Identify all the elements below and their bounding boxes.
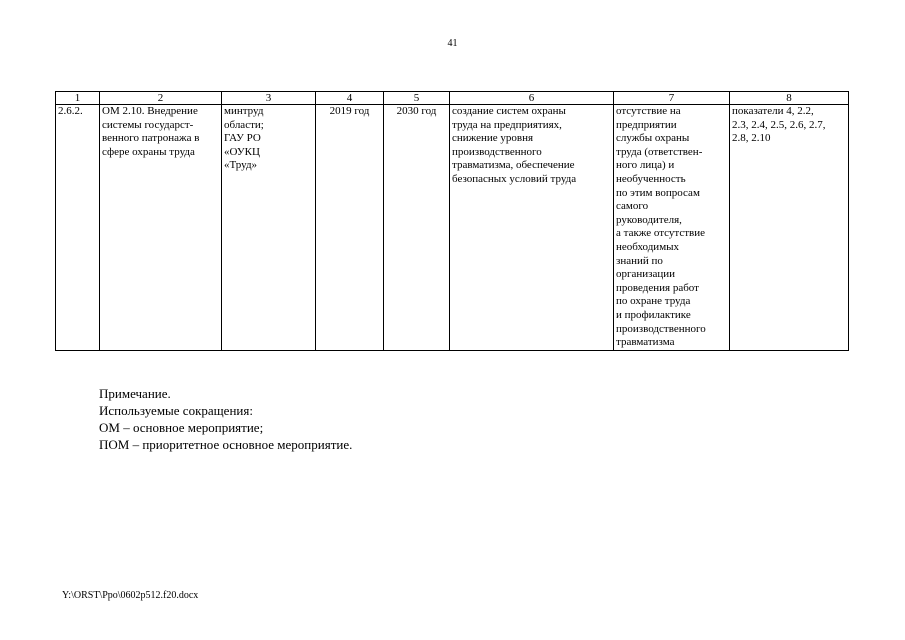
executor-line: минтруд: [224, 105, 264, 117]
consequences-line: знаний по: [616, 254, 663, 267]
column-header: 8: [730, 92, 849, 105]
column-header: 4: [316, 92, 384, 105]
executor-line: «Труд»: [224, 159, 258, 172]
table-row: [56, 105, 849, 351]
executor-cell: [222, 105, 316, 351]
consequences-line: и профилактике: [616, 308, 691, 321]
column-header: 6: [450, 92, 614, 105]
column-header: 3: [222, 92, 316, 105]
consequences-line: труда (ответствен-: [616, 145, 703, 158]
column-header: 1: [56, 92, 100, 105]
note-block: [99, 385, 352, 453]
measure-name-line: сфере охраны труда: [102, 145, 195, 158]
executor-line: «ОУКЦ: [224, 145, 260, 158]
measure-name-line: венного патронажа в: [102, 132, 200, 145]
consequences-line: ного лица) и: [616, 159, 675, 172]
indicators-cell: [730, 105, 849, 351]
expected-result-line: безопасных условий труда: [452, 172, 577, 185]
consequences-line: организации: [616, 268, 676, 281]
column-number-row: [56, 92, 849, 105]
consequences-line: службы охраны: [616, 132, 690, 145]
expected-result-cell: [450, 105, 614, 351]
note-title: Примечание.: [99, 386, 171, 401]
consequences-cell: [614, 105, 730, 351]
expected-result-line: снижение уровня: [452, 132, 534, 145]
measures-table: [55, 91, 849, 351]
measure-name-line: ОМ 2.10. Внедрение: [102, 105, 198, 117]
consequences-line: а также отсутствие: [616, 227, 706, 240]
expected-result-line: производственного: [452, 145, 542, 158]
measure-name-cell: [100, 105, 222, 351]
consequences-line: необученность: [616, 172, 686, 185]
abbreviations-heading: Используемые сокращения:: [99, 403, 253, 418]
consequences-line: самого: [616, 200, 649, 213]
expected-result-line: труда на предприятиях,: [452, 118, 562, 131]
consequences-line: предприятии: [616, 118, 677, 131]
executor-line: области;: [224, 118, 264, 131]
footer-file-path: Y:\ORST\Ppo\0602p512.f20.docx: [62, 590, 199, 601]
column-header: 5: [384, 92, 450, 105]
executor-line: ГАУ РО: [224, 132, 261, 145]
end-year-cell: 2030 год: [384, 105, 450, 351]
expected-result-line: создание систем охраны: [452, 105, 566, 117]
page-number: 41: [447, 38, 458, 49]
column-header: 2: [100, 92, 222, 105]
abbreviation-item: ПОМ – приоритетное основное мероприятие.: [99, 437, 353, 452]
column-header: 7: [614, 92, 730, 105]
consequences-line: необходимых: [616, 240, 680, 253]
abbreviation-item: ОМ – основное мероприятие;: [99, 420, 264, 435]
indicators-line: показатели 4, 2.2,: [732, 105, 814, 117]
expected-result-line: травматизма, обеспечение: [452, 159, 575, 172]
consequences-line: проведения работ: [616, 281, 699, 294]
consequences-line: отсутствие на: [616, 105, 681, 117]
consequences-line: производственного: [616, 322, 706, 335]
consequences-line: травматизма: [616, 336, 675, 349]
start-year-cell: 2019 год: [316, 105, 384, 351]
measure-name-line: системы государст-: [102, 118, 194, 131]
consequences-line: руководителя,: [616, 213, 682, 226]
indicators-line: 2.3, 2.4, 2.5, 2.6, 2.7,: [732, 118, 826, 131]
consequences-line: по этим вопросам: [616, 186, 700, 199]
consequences-line: по охране труда: [616, 295, 691, 308]
indicators-line: 2.8, 2.10: [732, 132, 771, 145]
row-number-cell: 2.6.2.: [56, 105, 100, 351]
